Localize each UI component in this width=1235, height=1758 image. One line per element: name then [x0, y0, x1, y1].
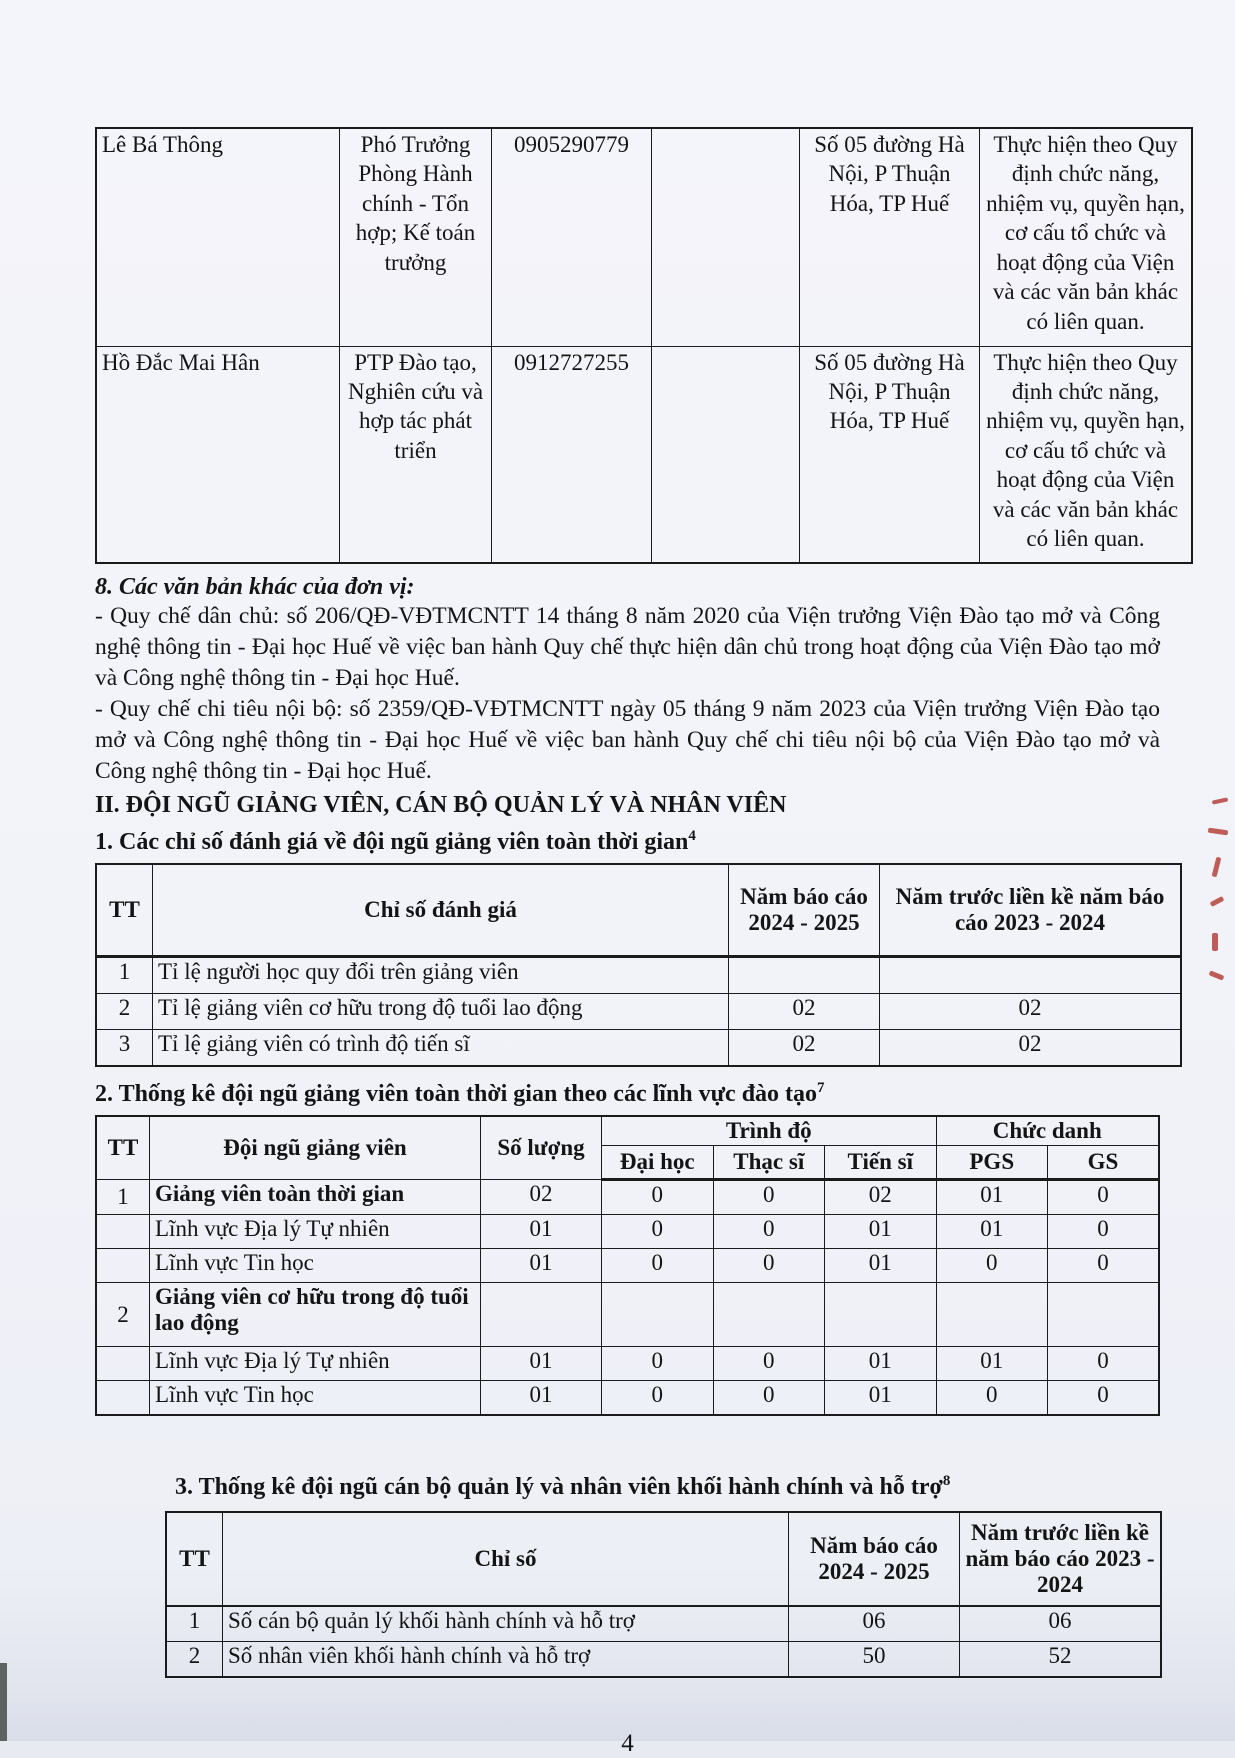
cell-doctor: 01 [825, 1347, 937, 1381]
column-header-degree: Trình độ [602, 1116, 937, 1146]
contact-address-cell: Số 05 đường Hà Nội, P Thuận Hóa, TP Huế [800, 346, 980, 563]
cell-group: Lĩnh vực Tin học [150, 1381, 481, 1416]
page-number: 4 [621, 1730, 634, 1757]
table-row [96, 1249, 1159, 1283]
eval-table [95, 863, 1182, 1067]
lecturer-table-heading [95, 1073, 1160, 1110]
cell-quantity: 01 [481, 1381, 602, 1416]
cell-bachelor: 0 [602, 1381, 714, 1416]
table-row [96, 993, 1181, 1029]
red-ink-stroke [1212, 857, 1222, 878]
cell-current: 02 [729, 993, 880, 1029]
table-row [96, 1381, 1159, 1416]
section-8-heading: 8. Các văn bản khác của đơn vị: [95, 574, 415, 600]
cell-quantity [481, 1283, 602, 1347]
column-header-current: Năm báo cáo 2024 - 2025 [789, 1512, 960, 1606]
cell-quantity: 02 [481, 1180, 602, 1215]
staff-table-heading-text: 3. Thống kê đội ngũ cán bộ quản lý và nhân viên khối hành chính và hỗ trợ [175, 1474, 943, 1500]
cell-tt [96, 1249, 150, 1283]
cell-current [729, 956, 880, 993]
cell-tt [96, 1381, 150, 1416]
red-ink-stroke [1212, 797, 1228, 804]
cell-current: 50 [789, 1642, 960, 1678]
table-row [96, 346, 1192, 563]
column-header-gs: GS [1048, 1146, 1160, 1180]
cell-tt: 1 [166, 1606, 223, 1642]
section-ii-heading: II. ĐỘI NGŨ GIẢNG VIÊN, CÁN BỘ QUẢN LÝ VÀ NHÂN VIÊN [95, 792, 787, 818]
contact-empty-cell [652, 346, 800, 563]
cell-bachelor: 0 [602, 1215, 714, 1249]
table-row [96, 1180, 1159, 1215]
cell-group: Giảng viên toàn thời gian [150, 1180, 481, 1215]
cell-gs: 0 [1048, 1215, 1160, 1249]
footnote-ref-4: 4 [688, 828, 696, 844]
column-header-group: Đội ngũ giảng viên [150, 1116, 481, 1180]
cell-master: 0 [713, 1249, 825, 1283]
cell-doctor: 01 [825, 1249, 937, 1283]
cell-gs: 0 [1048, 1180, 1160, 1215]
cell-master: 0 [713, 1381, 825, 1416]
cell-pgs: 0 [936, 1381, 1048, 1416]
footnote-ref-7: 7 [817, 1079, 825, 1096]
staff-table [165, 1511, 1162, 1678]
cell-master: 0 [713, 1215, 825, 1249]
contact-position-cell: Phó Trưởng Phòng Hành chính - Tổn hợp; Kế toán trưởng [340, 128, 492, 346]
table-header-row [166, 1512, 1161, 1606]
column-header-master: Thạc sĩ [713, 1146, 825, 1180]
cell-label: Số cán bộ quản lý khối hành chính và hỗ trợ [223, 1606, 789, 1642]
cell-previous: 06 [960, 1606, 1162, 1642]
column-header-previous: Năm trước liền kề năm báo cáo 2023 - 2024 [960, 1512, 1162, 1606]
cell-group: Lĩnh vực Địa lý Tự nhiên [150, 1215, 481, 1249]
cell-bachelor: 0 [602, 1180, 714, 1215]
lecturer-table [95, 1115, 1160, 1417]
lecturer-table-heading-text: 2. Thống kê đội ngũ giảng viên toàn thời gian theo các lĩnh vực đào tạo [95, 1080, 818, 1107]
cell-label: Số nhân viên khối hành chính và hỗ trợ [223, 1642, 789, 1678]
cell-tt: 3 [96, 1029, 153, 1066]
column-header-bachelor: Đại học [602, 1146, 714, 1180]
contact-duty-cell: Thực hiện theo Quy định chức năng, nhiệm vụ, quyền hạn, cơ cấu tổ chức và hoạt động của Viện và các văn bản khác có liên quan. [980, 128, 1193, 346]
cell-group: Lĩnh vực Tin học [150, 1249, 481, 1283]
column-header-quantity: Số lượng [481, 1116, 602, 1180]
table-header-row [96, 1116, 1159, 1146]
cell-doctor: 01 [825, 1215, 937, 1249]
table-row [96, 1029, 1181, 1066]
cell-tt: 1 [96, 956, 153, 993]
table-row [166, 1606, 1161, 1642]
eval-table-heading [95, 821, 1160, 858]
table-row [96, 956, 1181, 993]
cell-pgs: 01 [936, 1215, 1048, 1249]
cell-gs: 0 [1048, 1249, 1160, 1283]
contact-name-cell: Lê Bá Thông [96, 128, 340, 346]
cell-pgs: 0 [936, 1249, 1048, 1283]
cell-tt: 2 [96, 993, 153, 1029]
cell-bachelor [602, 1283, 714, 1347]
contact-address-cell: Số 05 đường Hà Nội, P Thuận Hóa, TP Huế [800, 128, 980, 346]
column-header-pgs: PGS [936, 1146, 1048, 1180]
cell-quantity: 01 [481, 1249, 602, 1283]
cell-master [713, 1283, 825, 1347]
cell-master: 0 [713, 1347, 825, 1381]
contact-position-cell: PTP Đào tạo, Nghiên cứu và hợp tác phát triển [340, 346, 492, 563]
table-row [96, 1215, 1159, 1249]
red-ink-stroke [1209, 970, 1225, 980]
contacts-table [95, 127, 1193, 564]
contact-phone-cell: 0912727255 [492, 346, 652, 563]
cell-label: Tỉ lệ giảng viên cơ hữu trong độ tuổi lao động [153, 993, 729, 1029]
red-ink-stroke [1208, 828, 1229, 836]
cell-quantity: 01 [481, 1347, 602, 1381]
cell-doctor [825, 1283, 937, 1347]
cell-previous: 02 [880, 993, 1182, 1029]
table-row [96, 128, 1192, 346]
column-header-index: Chỉ số đánh giá [153, 864, 729, 956]
column-header-current: Năm báo cáo 2024 - 2025 [729, 864, 880, 956]
table-row [166, 1642, 1161, 1678]
column-header-doctor: Tiến sĩ [825, 1146, 937, 1180]
cell-tt: 1 [96, 1180, 150, 1215]
cell-previous: 02 [880, 1029, 1182, 1066]
contact-phone-cell: 0905290779 [492, 128, 652, 346]
red-ink-stroke [1212, 933, 1218, 951]
cell-group: Lĩnh vực Địa lý Tự nhiên [150, 1347, 481, 1381]
cell-current: 06 [789, 1606, 960, 1642]
cell-quantity: 01 [481, 1215, 602, 1249]
column-header-index: Chỉ số [223, 1512, 789, 1606]
column-header-title: Chức danh [936, 1116, 1159, 1146]
page-content [95, 127, 1185, 1758]
cell-tt [96, 1347, 150, 1381]
cell-doctor: 01 [825, 1381, 937, 1416]
cell-pgs: 01 [936, 1180, 1048, 1215]
cell-previous: 52 [960, 1642, 1162, 1678]
column-header-previous: Năm trước liền kề năm báo cáo 2023 - 2024 [880, 864, 1182, 956]
cell-bachelor: 0 [602, 1249, 714, 1283]
cell-current: 02 [729, 1029, 880, 1066]
cell-gs: 0 [1048, 1347, 1160, 1381]
cell-label: Tỉ lệ giảng viên có trình độ tiến sĩ [153, 1029, 729, 1066]
cell-gs: 0 [1048, 1381, 1160, 1416]
cell-tt: 2 [96, 1283, 150, 1347]
staff-table-heading [175, 1466, 1160, 1503]
cell-doctor: 02 [825, 1180, 937, 1215]
cell-pgs: 01 [936, 1347, 1048, 1381]
contact-empty-cell [652, 128, 800, 346]
cell-bachelor: 0 [602, 1347, 714, 1381]
red-ink-marks [1200, 795, 1234, 1010]
cell-previous [880, 956, 1182, 993]
column-header-tt: TT [96, 864, 153, 956]
cell-tt: 2 [166, 1642, 223, 1678]
cell-pgs [936, 1283, 1048, 1347]
cell-label: Tỉ lệ người học quy đổi trên giảng viên [153, 956, 729, 993]
cell-group: Giảng viên cơ hữu trong độ tuổi lao động [150, 1283, 481, 1347]
eval-table-heading-text: 1. Các chỉ số đánh giá về đội ngũ giảng viên toàn thời gian [95, 829, 689, 855]
table-row [96, 1283, 1159, 1347]
table-header-row [96, 864, 1181, 956]
scan-edge-artifact [0, 1663, 7, 1741]
footnote-ref-8: 8 [942, 1473, 951, 1489]
paragraph-quy-che-dan-chu: - Quy chế dân chủ: số 206/QĐ-VĐTMCNTT 14 tháng 8 năm 2020 của Viện trưởng Viện Đào tạo mở và Công nghệ thông tin - Đại học Huế về việc ban hành Quy chế thực hiện dân chủ trong hoạt động của Viện Đào tạo mở và Công nghệ thông tin - Đại học Huế. [95, 603, 1160, 691]
red-ink-stroke [1210, 896, 1225, 907]
table-row [96, 1347, 1159, 1381]
cell-master: 0 [713, 1180, 825, 1215]
cell-gs [1048, 1283, 1160, 1347]
paragraph-quy-che-chi-tieu: - Quy chế chi tiêu nội bộ: số 2359/QĐ-VĐTMCNTT ngày 05 tháng 9 năm 2023 của Viện trưởng Viện Đào tạo mở và Công nghệ thông tin - Đại học Huế về việc ban hành Quy chế chi tiêu nội bộ của Viện Đào tạo mở và Công nghệ thông tin - Đại học Huế. [95, 696, 1160, 784]
cell-tt [96, 1215, 150, 1249]
contact-name-cell: Hồ Đắc Mai Hân [96, 346, 340, 563]
contact-duty-cell: Thực hiện theo Quy định chức năng, nhiệm vụ, quyền hạn, cơ cấu tổ chức và hoạt động của Viện và các văn bản khác có liên quan. [980, 346, 1193, 563]
column-header-tt: TT [166, 1512, 223, 1606]
column-header-tt: TT [96, 1116, 150, 1180]
